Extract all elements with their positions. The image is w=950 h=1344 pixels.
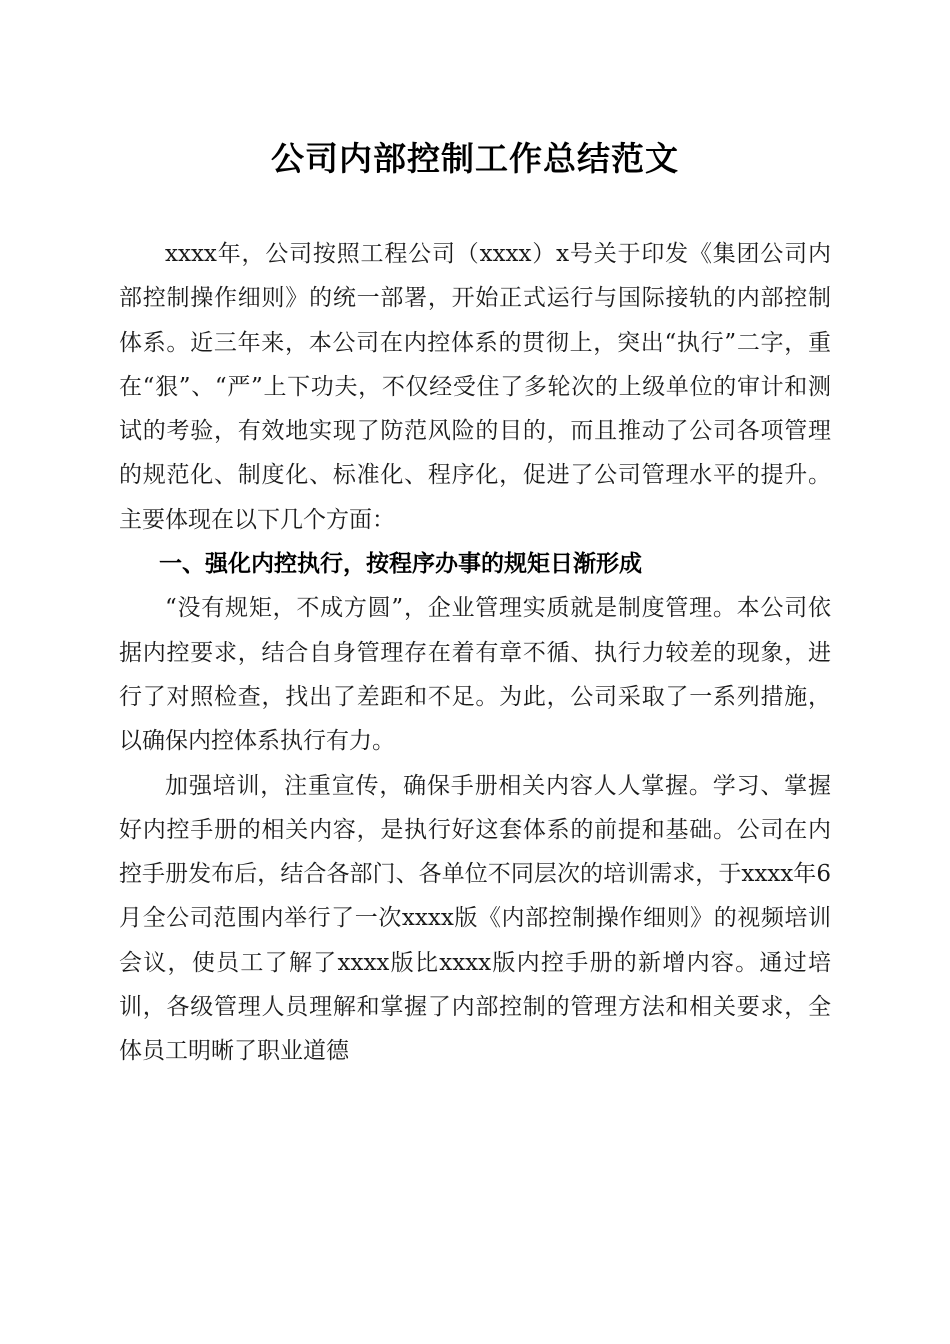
section-1-paragraph-1: “没有规矩，不成方圆”，企业管理实质就是制度管理。本公司依据内控要求，结合自身管理存在着有章不循、执行力较差的现象，进行了对照检查，找出了差距和不足。为此，公司采取了一系列措施，以确保内控体系执行有力。 [119, 595, 831, 755]
section-heading-1: 一、强化内控执行，按程序办事的规矩日渐形成 [159, 551, 642, 578]
document-body [119, 232, 831, 1074]
document-title: 公司内部控制工作总结范文 [271, 139, 679, 178]
intro-paragraph: xxxx年，公司按照工程公司（xxxx）x号关于印发《集团公司内部控制操作细则》的统一部署，开始正式运行与国际接轨的内部控制体系。近三年来，本公司在内控体系的贯彻上，突出“执行”二字，重在“狠”、“严”上下功夫，不仅经受住了多轮次的上级单位的审计和测试的考验，有效地实现了防范风险的目的，而且推动了公司各项管理的规范化、制度化、标准化、程序化，促进了公司管理水平的提升。主要体现在以下几个方面： [119, 241, 831, 533]
section-1-paragraph-2: 加强培训，注重宣传，确保手册相关内容人人掌握。学习、掌握好内控手册的相关内容，是执行好这套体系的前提和基础。公司在内控手册发布后，结合各部门、各单位不同层次的培训需求，于xxxx年6月全公司范围内举行了一次xxxx版《内部控制操作细则》的视频培训会议，使员工了解了xxxx版比xxxx版内控手册的新增内容。通过培训，各级管理人员理解和掌握了内部控制的管理方法和相关要求，全体员工明晰了职业道德 [119, 772, 831, 1065]
